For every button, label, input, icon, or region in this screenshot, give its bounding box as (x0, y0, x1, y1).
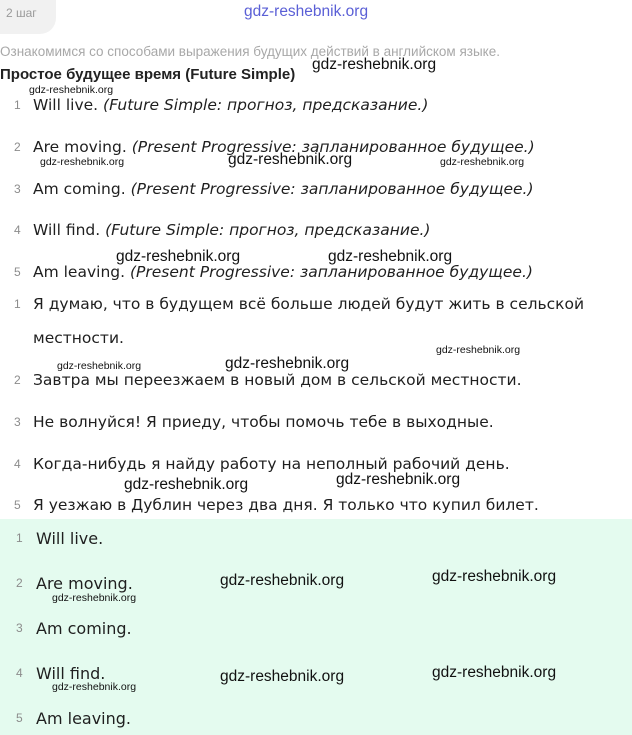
answer-block (0, 519, 632, 735)
watermark: gdz-reshebnik.org (328, 248, 453, 265)
translation-text: местности. (33, 329, 124, 347)
answer-main: Am coming. (33, 180, 126, 198)
row-number: 2 (14, 373, 21, 387)
watermark: gdz-reshebnik.org (432, 568, 557, 585)
row-number: 3 (14, 182, 21, 196)
watermark: gdz-reshebnik.org (312, 56, 437, 73)
translation-text: Я думаю, что в будущем всё больше людей будут жить в сельской (33, 295, 585, 313)
watermark: gdz-reshebnik.org (432, 664, 557, 681)
watermark: gdz-reshebnik.org (52, 592, 137, 604)
watermark: gdz-reshebnik.org (57, 360, 142, 372)
answer-text: Will live. (36, 529, 104, 548)
answer-text: Are moving. (36, 574, 133, 593)
watermark: gdz-reshebnik.org (220, 572, 345, 589)
answer-text: Will find. (36, 664, 106, 683)
watermark: gdz-reshebnik.org (228, 151, 353, 168)
row-number: 4 (14, 457, 21, 471)
watermark: gdz-reshebnik.org (440, 156, 525, 168)
watermark: gdz-reshebnik.org (436, 344, 521, 356)
row-number: 1 (14, 297, 21, 311)
section-heading: Простое будущее время (Future Simple) (0, 66, 296, 83)
watermark: gdz-reshebnik.org (40, 156, 125, 168)
answer-main: Are moving. (33, 138, 127, 156)
answer-text (33, 96, 428, 114)
row-number: 3 (14, 415, 21, 429)
row-number: 5 (16, 711, 23, 725)
watermark: gdz-reshebnik.org (124, 476, 249, 493)
answer-main: Will find. (33, 221, 101, 239)
answer-note: (Present Progressive: запланированное будущее.) (130, 180, 534, 198)
translation-text: Завтра мы переезжаем в новый дом в сельской местности. (33, 371, 522, 389)
watermark: gdz-reshebnik.org (225, 355, 350, 372)
answer-text (33, 221, 430, 239)
watermark: gdz-reshebnik.org (52, 681, 137, 693)
row-number: 5 (14, 498, 21, 512)
row-number: 2 (16, 576, 23, 590)
watermark: gdz-reshebnik.org (116, 248, 241, 265)
translation-text: Я уезжаю в Дублин через два дня. Я только что купил билет. (33, 496, 539, 514)
watermark: gdz-reshebnik.org (244, 3, 369, 20)
answer-text: Am leaving. (36, 709, 132, 728)
translation-text: Когда-нибудь я найду работу на неполный рабочий день. (33, 455, 510, 473)
row-number: 1 (16, 531, 23, 545)
answer-note: (Present Progressive: запланированное будущее.) (131, 138, 535, 156)
watermark: gdz-reshebnik.org (220, 668, 345, 685)
answer-main: Am leaving. (33, 263, 126, 281)
answer-note: (Future Simple: прогноз, предсказание.) (103, 96, 429, 114)
step-chip-label: 2 шаг (6, 6, 37, 20)
row-number: 4 (16, 666, 23, 680)
answer-text (33, 263, 533, 281)
answer-note: (Future Simple: прогноз, предсказание.) (105, 221, 431, 239)
row-number: 4 (14, 223, 21, 237)
answer-main: Will live. (33, 96, 99, 114)
answer-note: (Present Progressive: запланированное будущее.) (129, 263, 533, 281)
row-number: 2 (14, 140, 21, 154)
row-number: 3 (16, 621, 23, 635)
row-number: 1 (14, 98, 21, 112)
step-chip (0, 0, 56, 34)
translation-text: Не волнуйся! Я приеду, чтобы помочь тебе в выходные. (33, 413, 494, 431)
watermark: gdz-reshebnik.org (336, 471, 461, 488)
row-number: 5 (14, 265, 21, 279)
intro-text: Ознакомимся со способами выражения будущих действий в английском языке. (0, 44, 500, 59)
answer-text (33, 180, 534, 198)
answer-text: Am coming. (36, 619, 132, 638)
watermark: gdz-reshebnik.org (29, 84, 114, 96)
